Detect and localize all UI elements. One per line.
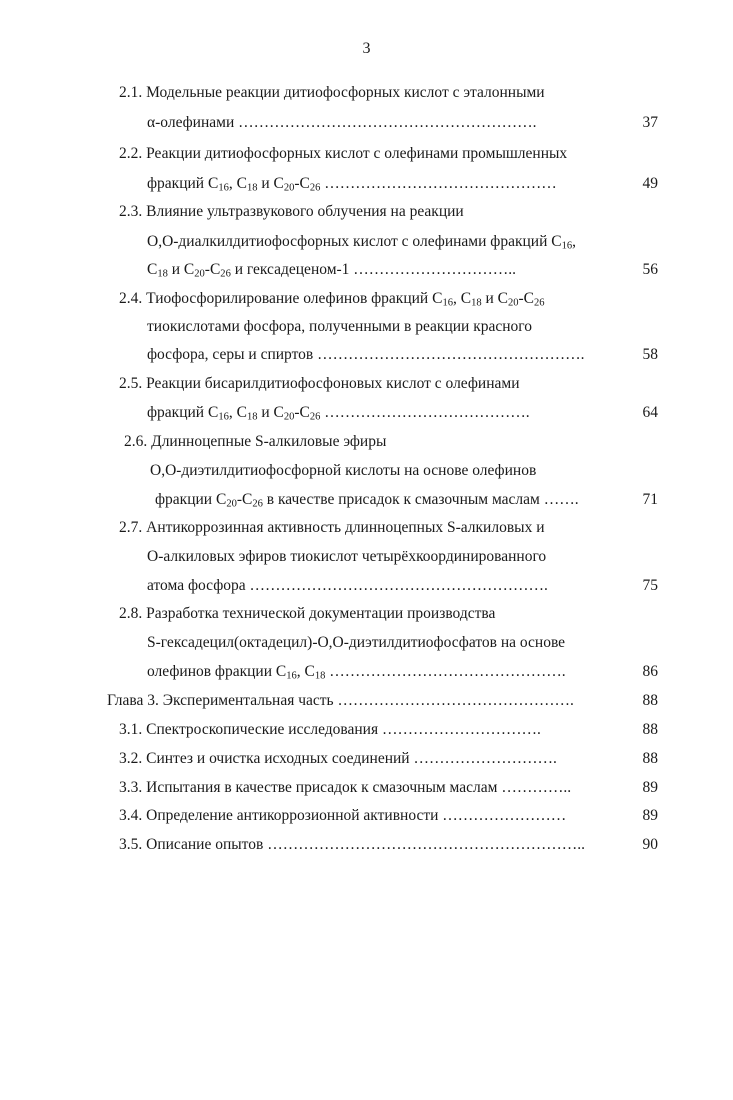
toc-text: фракций С (147, 404, 219, 421)
toc-entry-3-4 (119, 805, 566, 827)
toc-text: олефинов фракции С (147, 663, 287, 680)
toc-text: , С (228, 175, 247, 192)
toc-entry-2-2-page: 49 (642, 175, 658, 192)
toc-entry-2-8-page: 86 (642, 663, 658, 680)
toc-entry-3-5-dots: …………………………………………………….. (267, 836, 585, 853)
toc-text: 3.4. Определение антикоррозионной активности (119, 807, 439, 824)
toc-entry-2-2-dots: ……………………………………… (324, 175, 557, 192)
subscript: 16 (218, 411, 229, 423)
subscript: 20 (194, 268, 205, 280)
toc-text: атома фосфора (147, 577, 246, 594)
subscript: 18 (471, 297, 482, 309)
toc-text: и С (481, 290, 508, 307)
toc-text: фракции С (155, 491, 227, 508)
toc-text: , (572, 233, 576, 250)
toc-text: -С (294, 404, 310, 421)
toc-entry-2-5-line-1: 2.5. Реакции бисарилдитиофосфоновых кислот с олефинами (119, 375, 520, 392)
toc-entry-2-7-page: 75 (642, 577, 658, 594)
toc-entry-2-8-line-3 (147, 661, 566, 683)
toc-entry-2-7-line-1: 2.7. Антикоррозинная активность длинноцепных S-алкиловых и (119, 519, 545, 536)
toc-entry-2-5-dots: …………………………………. (324, 404, 530, 421)
subscript: 18 (314, 670, 326, 682)
toc-entry-3-2-page: 88 (642, 750, 658, 767)
toc-entry-3-4-page: 89 (642, 807, 658, 824)
toc-entry-2-8-dots: ………………………………………. (329, 663, 566, 680)
toc-chapter-3-dots: ………………………………………. (337, 692, 574, 709)
toc-text: , С (228, 404, 247, 421)
subscript: 26 (309, 411, 321, 423)
subscript: 16 (442, 297, 453, 309)
toc-entry-3-3 (119, 777, 571, 799)
toc-chapter-3 (107, 690, 574, 712)
toc-text: и С (167, 261, 195, 278)
toc-entry-3-2 (119, 748, 557, 770)
toc-text: и С (257, 175, 284, 192)
toc-text: 3.1. Спектроскопические исследования (119, 721, 379, 738)
toc-entry-2-4-dots: ……………………………………………. (317, 346, 585, 363)
toc-entry-2-3-line-1: 2.3. Влияние ультразвукового облучения на реакции (119, 203, 464, 220)
toc-entry-2-7-dots: …………………………………………………. (249, 577, 548, 594)
subscript: 26 (220, 268, 231, 280)
subscript: 26 (252, 498, 263, 510)
toc-text: С (147, 261, 158, 278)
toc-text: и С (257, 404, 284, 421)
toc-entry-2-6-line-3 (155, 489, 579, 511)
toc-text: , С (452, 290, 472, 307)
toc-entry-2-4-line-1 (119, 288, 545, 310)
toc-text: -С (236, 491, 253, 508)
toc-entry-2-7-line-3 (147, 575, 548, 597)
toc-entry-2-3-page: 56 (642, 261, 658, 278)
toc-entry-2-3-dots: ………………………….. (353, 261, 517, 278)
toc-entry-2-2-line-2 (147, 173, 557, 195)
subscript: 20 (226, 498, 237, 510)
subscript: 18 (157, 268, 168, 280)
toc-entry-2-1-line-1: 2.1. Модельные реакции дитиофосфорных кислот с эталонными (119, 84, 545, 101)
toc-text: в качестве присадок к смазочным маслам (262, 491, 540, 508)
toc-entry-2-1-page: 37 (642, 114, 658, 131)
toc-text: -С (204, 261, 221, 278)
subscript: 16 (561, 240, 573, 252)
page-number: 3 (362, 40, 371, 57)
toc-text: 3.3. Испытания в качестве присадок к смазочным маслам (119, 779, 498, 796)
toc-entry-3-5 (119, 834, 585, 856)
toc-entry-3-4-dots: …………………… (442, 807, 567, 824)
toc-entry-2-6-dots: ……. (543, 491, 579, 508)
toc-entry-3-3-dots: ………….. (501, 779, 572, 796)
subscript: 18 (246, 411, 258, 423)
toc-entry-2-3-line-3 (147, 259, 516, 281)
subscript: 20 (507, 297, 519, 309)
toc-entry-2-7-line-2: О-алкиловых эфиров тиокислот четырёхкоординированного (147, 548, 547, 565)
toc-entry-2-6-line-1: 2.6. Длинноцепные S-алкиловые эфиры (124, 433, 387, 450)
toc-text: 2.4. Тиофосфорилирование олефинов фракций С (119, 290, 443, 307)
toc-entry-2-6-line-2: О,О-диэтилдитиофосфорной кислоты на основе олефинов (150, 462, 537, 479)
toc-text: фосфора, серы и спиртов (147, 346, 314, 363)
subscript: 18 (246, 182, 258, 194)
toc-entry-2-5-line-2 (147, 402, 530, 424)
toc-entry-3-2-dots: ………………………. (413, 750, 557, 767)
toc-entry-2-4-line-3 (147, 344, 584, 366)
subscript: 20 (283, 182, 295, 194)
toc-entry-2-1-line-2 (147, 112, 537, 134)
toc-text: -С (518, 290, 535, 307)
toc-text: О,О-диалкилдитиофосфорных кислот с олефинами фракций С (147, 233, 562, 250)
toc-text: и гексадеценом-1 (230, 261, 350, 278)
subscript: 16 (286, 670, 297, 682)
toc-entry-2-4-line-2: тиокислотами фосфора, полученными в реакции красного (147, 318, 533, 335)
toc-entry-3-3-page: 89 (642, 779, 658, 796)
toc-text: Глава 3. Экспериментальная часть (107, 692, 334, 709)
subscript: 26 (309, 182, 321, 194)
subscript: 20 (283, 411, 295, 423)
toc-entry-2-5-page: 64 (642, 404, 658, 421)
toc-entry-2-3-line-2 (147, 231, 576, 253)
subscript: 26 (534, 297, 545, 309)
toc-entry-2-8-line-2: S-гексадецил(октадецил)-О,О-диэтилдитиофосфатов на основе (147, 634, 566, 651)
toc-entry-3-1-page: 88 (642, 721, 658, 738)
toc-chapter-3-page: 88 (642, 692, 658, 709)
toc-entry-3-1-dots: …………………………. (382, 721, 541, 738)
toc-entry-2-4-page: 58 (642, 346, 658, 363)
toc-text: -С (294, 175, 310, 192)
toc-entry-2-2-line-1: 2.2. Реакции дитиофосфорных кислот с олефинами промышленных (119, 145, 568, 162)
toc-entry-2-1-title: α-олефинами (147, 114, 235, 131)
toc-entry-2-1-dots: …………………………………………………. (238, 114, 537, 131)
toc-entry-2-8-line-1: 2.8. Разработка технической документации производства (119, 605, 496, 622)
subscript: 16 (218, 182, 229, 194)
toc-text: 3.2. Синтез и очистка исходных соединений (119, 750, 410, 767)
toc-entry-3-1 (119, 719, 541, 741)
toc-entry-3-5-page: 90 (642, 836, 658, 853)
toc-text: 3.5. Описание опытов (119, 836, 264, 853)
toc-text: фракций С (147, 175, 219, 192)
toc-text: , С (296, 663, 315, 680)
toc-entry-2-6-page: 71 (642, 491, 658, 508)
